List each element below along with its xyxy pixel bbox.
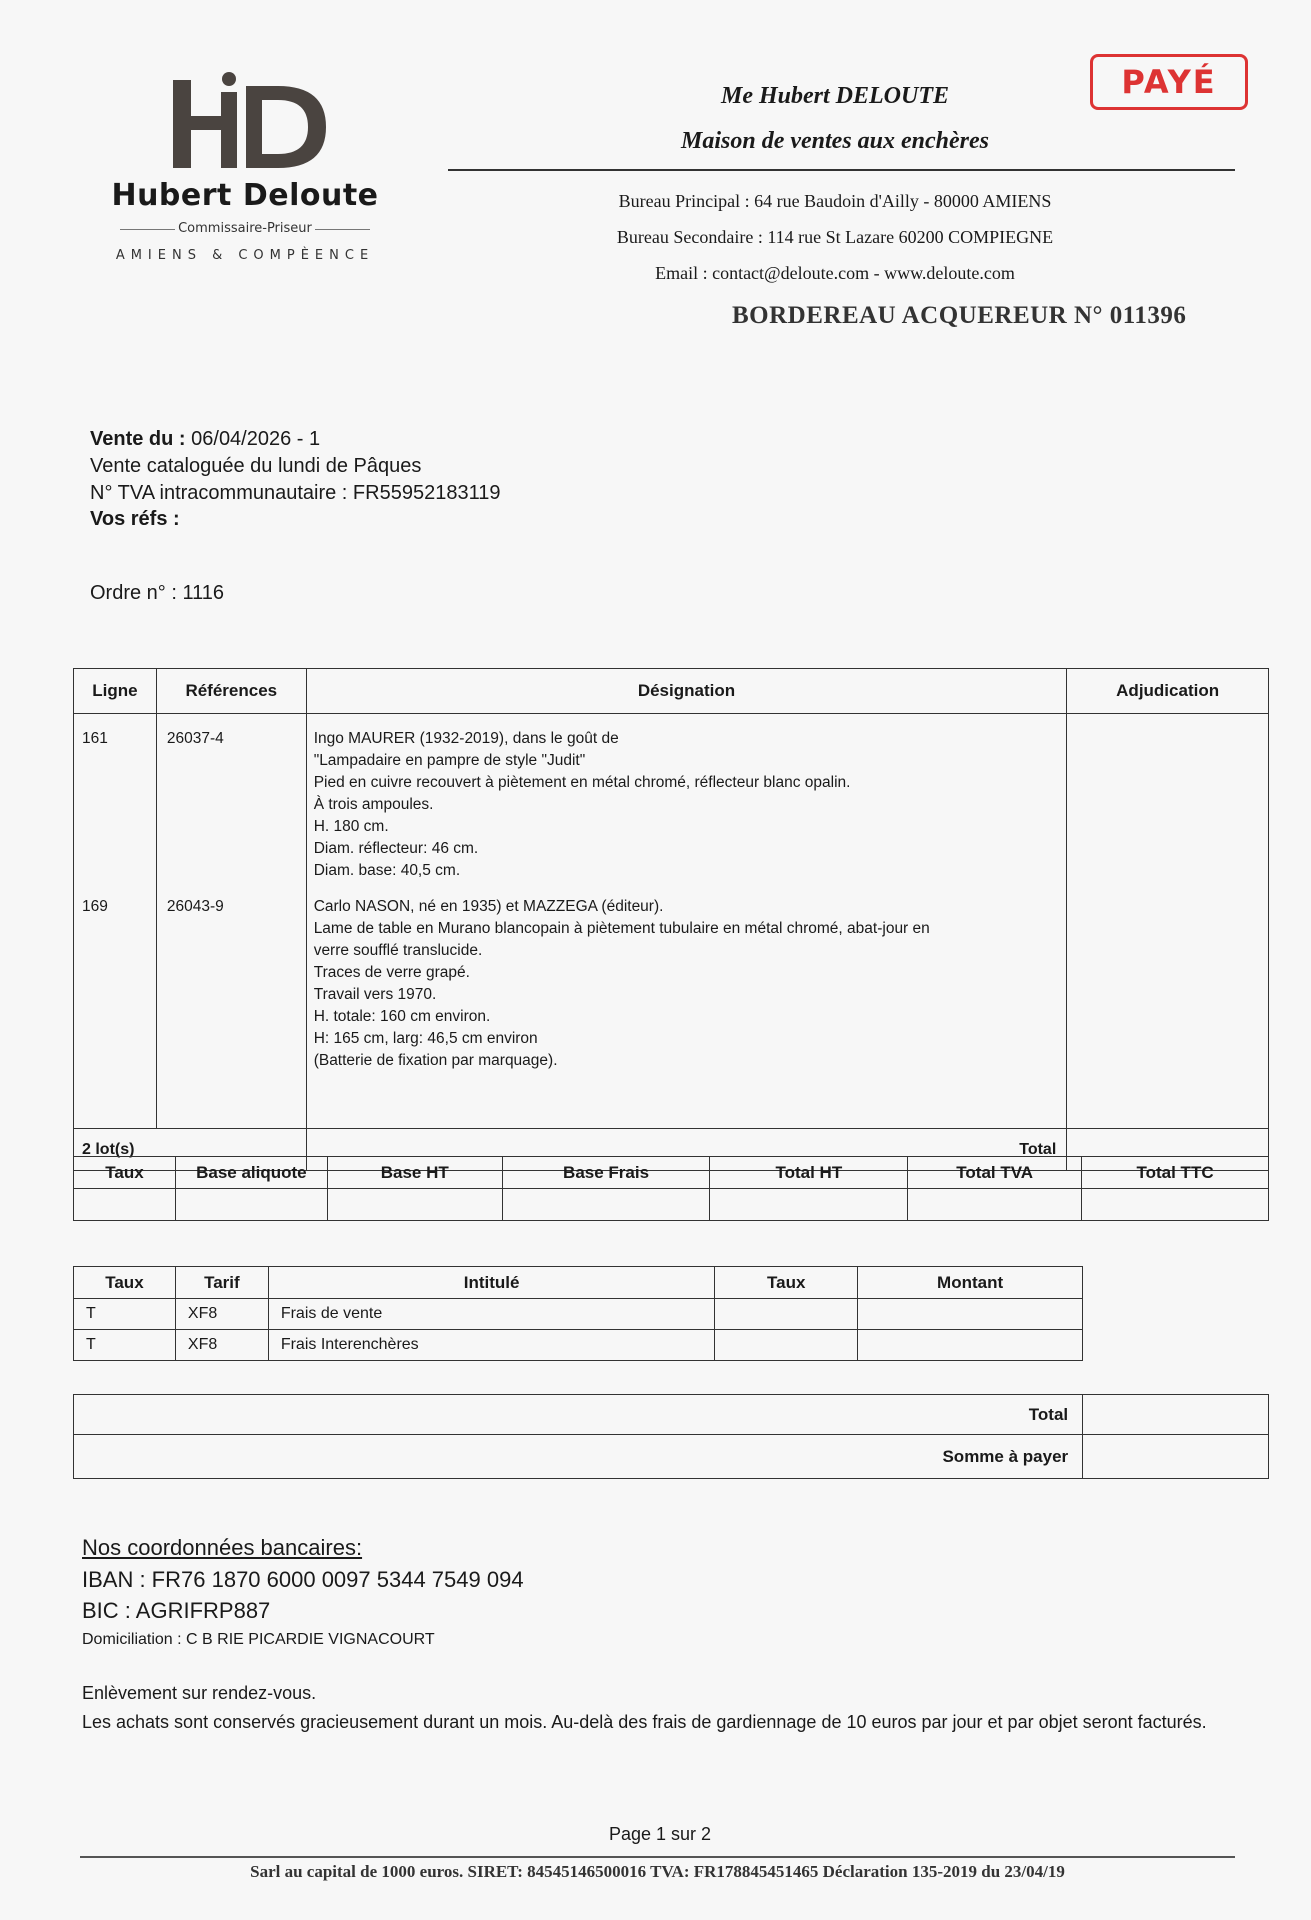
adjudication-cell — [1067, 714, 1269, 1129]
header-ligne: Ligne — [74, 669, 157, 714]
desc-line: H. totale: 160 cm environ. — [313, 1008, 491, 1025]
header-total-ht: Total HT — [710, 1157, 908, 1189]
ligne-cell — [74, 714, 157, 1129]
desc-line: Pied en cuivre recouvert à piètement en métal chromé, réflecteur blanc opalin. — [313, 774, 851, 791]
paid-stamp: PAYÉ — [1090, 54, 1248, 110]
header-total-tva: Total TVA — [908, 1157, 1082, 1189]
amount-due-value — [1083, 1435, 1269, 1479]
header-taux: Taux — [74, 1157, 176, 1189]
desc-line: Diam. réflecteur: 46 cm. — [313, 840, 479, 857]
contact-email: Email : contact@deloute.com - www.deloute.com — [655, 263, 1015, 283]
tax-cell — [908, 1189, 1082, 1221]
table-row — [74, 1189, 1269, 1221]
header-total-ttc: Total TTC — [1082, 1157, 1269, 1189]
desc-line: Carlo NASON, né en 1935) et MAZZEGA (éditeur). — [313, 898, 664, 915]
bic: BIC : AGRIFRP887 — [82, 1598, 271, 1623]
logo-subtitle: Commissaire-Priseur — [100, 221, 390, 236]
your-refs-label: Vos réfs : — [90, 508, 180, 530]
reference-cell — [156, 714, 306, 1129]
lot-ref-169: 26043-9 — [166, 898, 224, 915]
fee-taux-2 — [715, 1299, 858, 1330]
fee-taux: T — [74, 1330, 176, 1361]
lot-line-161: 161 — [82, 730, 108, 747]
desc-line: Lame de table en Murano blancopain à piètement tubulaire en métal chromé, abat-jour en — [313, 920, 930, 937]
logo-name: Hubert Deloute — [111, 178, 379, 213]
tax-table — [73, 1156, 1269, 1221]
desc-line: verre soufflé translucide. — [313, 942, 483, 959]
fee-tarif: XF8 — [175, 1330, 268, 1361]
amount-due-label: Somme à payer — [74, 1435, 1083, 1479]
desc-line: H. 180 cm. — [313, 818, 389, 835]
tax-cell — [327, 1189, 502, 1221]
totals-table — [73, 1394, 1269, 1479]
tax-cell — [710, 1189, 908, 1221]
tax-cell — [502, 1189, 710, 1221]
sale-date-value: 06/04/2026 - 1 — [185, 428, 321, 450]
tax-cell — [74, 1189, 176, 1221]
header-references: Références — [156, 669, 306, 714]
main-office-address: Bureau Principal : 64 rue Baudoin d'Ailly - 80000 AMIENS — [618, 191, 1052, 211]
header-designation: Désignation — [306, 669, 1067, 714]
grand-total-label: Total — [74, 1395, 1083, 1435]
lots-total-label: Total — [306, 1129, 1067, 1171]
secondary-office-address: Bureau Secondaire : 114 rue St Lazare 60200 COMPIEGNE — [616, 227, 1054, 247]
grand-total-value — [1083, 1395, 1269, 1435]
fee-intitule: Frais Interenchères — [268, 1330, 715, 1361]
header-montant: Montant — [858, 1267, 1083, 1299]
desc-line: (Batterie de fixation par marquage). — [313, 1052, 558, 1069]
lots-table — [73, 668, 1269, 1171]
storage-note: Les achats sont conservés gracieusement durant un mois. Au-delà des frais de gardiennage de 10 euros par jour et par objet seront facturés. — [82, 1712, 1207, 1732]
designation-cell — [306, 714, 1067, 1129]
tva-number: N° TVA intracommunautaire : FR55952183119 — [90, 482, 501, 504]
header-base-ht: Base HT — [327, 1157, 502, 1189]
lot-169-desc — [314, 896, 1067, 1072]
fee-montant — [858, 1330, 1083, 1361]
tax-cell — [175, 1189, 327, 1221]
desc-line: Diam. base: 40,5 cm. — [313, 862, 461, 879]
fee-taux-2 — [715, 1330, 858, 1361]
lot-line-169: 169 — [82, 898, 108, 915]
lots-count: 2 lot(s) — [74, 1129, 307, 1171]
fee-montant — [858, 1299, 1083, 1330]
page-number: Page 1 sur 2 — [608, 1824, 712, 1844]
table-row — [74, 1330, 1083, 1361]
desc-line: Ingo MAURER (1932-2019), dans le goût de — [313, 730, 619, 747]
header-tarif: Tarif — [175, 1267, 268, 1299]
sale-date — [90, 428, 320, 451]
desc-line: À trois ampoules. — [313, 796, 434, 813]
hd-monogram-icon — [168, 70, 328, 170]
header-adjudication: Adjudication — [1067, 669, 1269, 714]
bank-details-title: Nos coordonnées bancaires: — [82, 1535, 363, 1560]
header-fee-taux: Taux — [74, 1267, 176, 1299]
desc-line: Traces de verre grapé. — [313, 964, 470, 981]
fee-tarif: XF8 — [175, 1299, 268, 1330]
header-base-aliquote: Base aliquote — [175, 1157, 327, 1189]
fee-taux: T — [74, 1299, 176, 1330]
header-divider — [448, 169, 1235, 171]
desc-line: Travail vers 1970. — [313, 986, 437, 1003]
sale-name: Vente cataloguée du lundi de Pâques — [90, 455, 422, 477]
domiciliation: Domiciliation : C B RIE PICARDIE VIGNACOURT — [82, 1631, 435, 1648]
table-row — [74, 1299, 1083, 1330]
desc-line: H: 165 cm, larg: 46,5 cm environ — [313, 1030, 538, 1047]
iban: IBAN : FR76 1870 6000 0097 5344 7549 094 — [82, 1567, 524, 1592]
fees-table — [73, 1266, 1083, 1361]
lot-ref-161: 26037-4 — [166, 730, 224, 747]
tax-cell — [1082, 1189, 1269, 1221]
auctioneer-name: Me Hubert DELOUTE — [721, 83, 949, 109]
auction-house-title: Maison de ventes aux enchères — [681, 128, 989, 154]
company-logo — [100, 70, 390, 263]
fee-intitule: Frais de vente — [268, 1299, 715, 1330]
lot-161-desc — [314, 728, 1067, 882]
header-base-frais: Base Frais — [502, 1157, 710, 1189]
order-number: Ordre n° : 1116 — [90, 582, 224, 604]
pickup-note: Enlèvement sur rendez-vous. — [82, 1683, 317, 1703]
logo-cities: AMIENS & COMPÈENCE — [115, 248, 375, 263]
desc-line: "Lampadaire en pampre de style "Judit" — [313, 752, 586, 769]
sale-date-label: Vente du : — [90, 428, 186, 450]
table-row — [74, 714, 1269, 1129]
legal-footer: Sarl au capital de 1000 euros. SIRET: 84545146500016 TVA: FR178845451465 Déclaration 135-2019 du 23/04/19 — [250, 1862, 1065, 1881]
footer-divider — [80, 1856, 1235, 1858]
header-intitule: Intitulé — [268, 1267, 715, 1299]
bordereau-number: BORDEREAU ACQUEREUR N° 011396 — [732, 302, 1187, 329]
header-fee-taux-2: Taux — [715, 1267, 858, 1299]
